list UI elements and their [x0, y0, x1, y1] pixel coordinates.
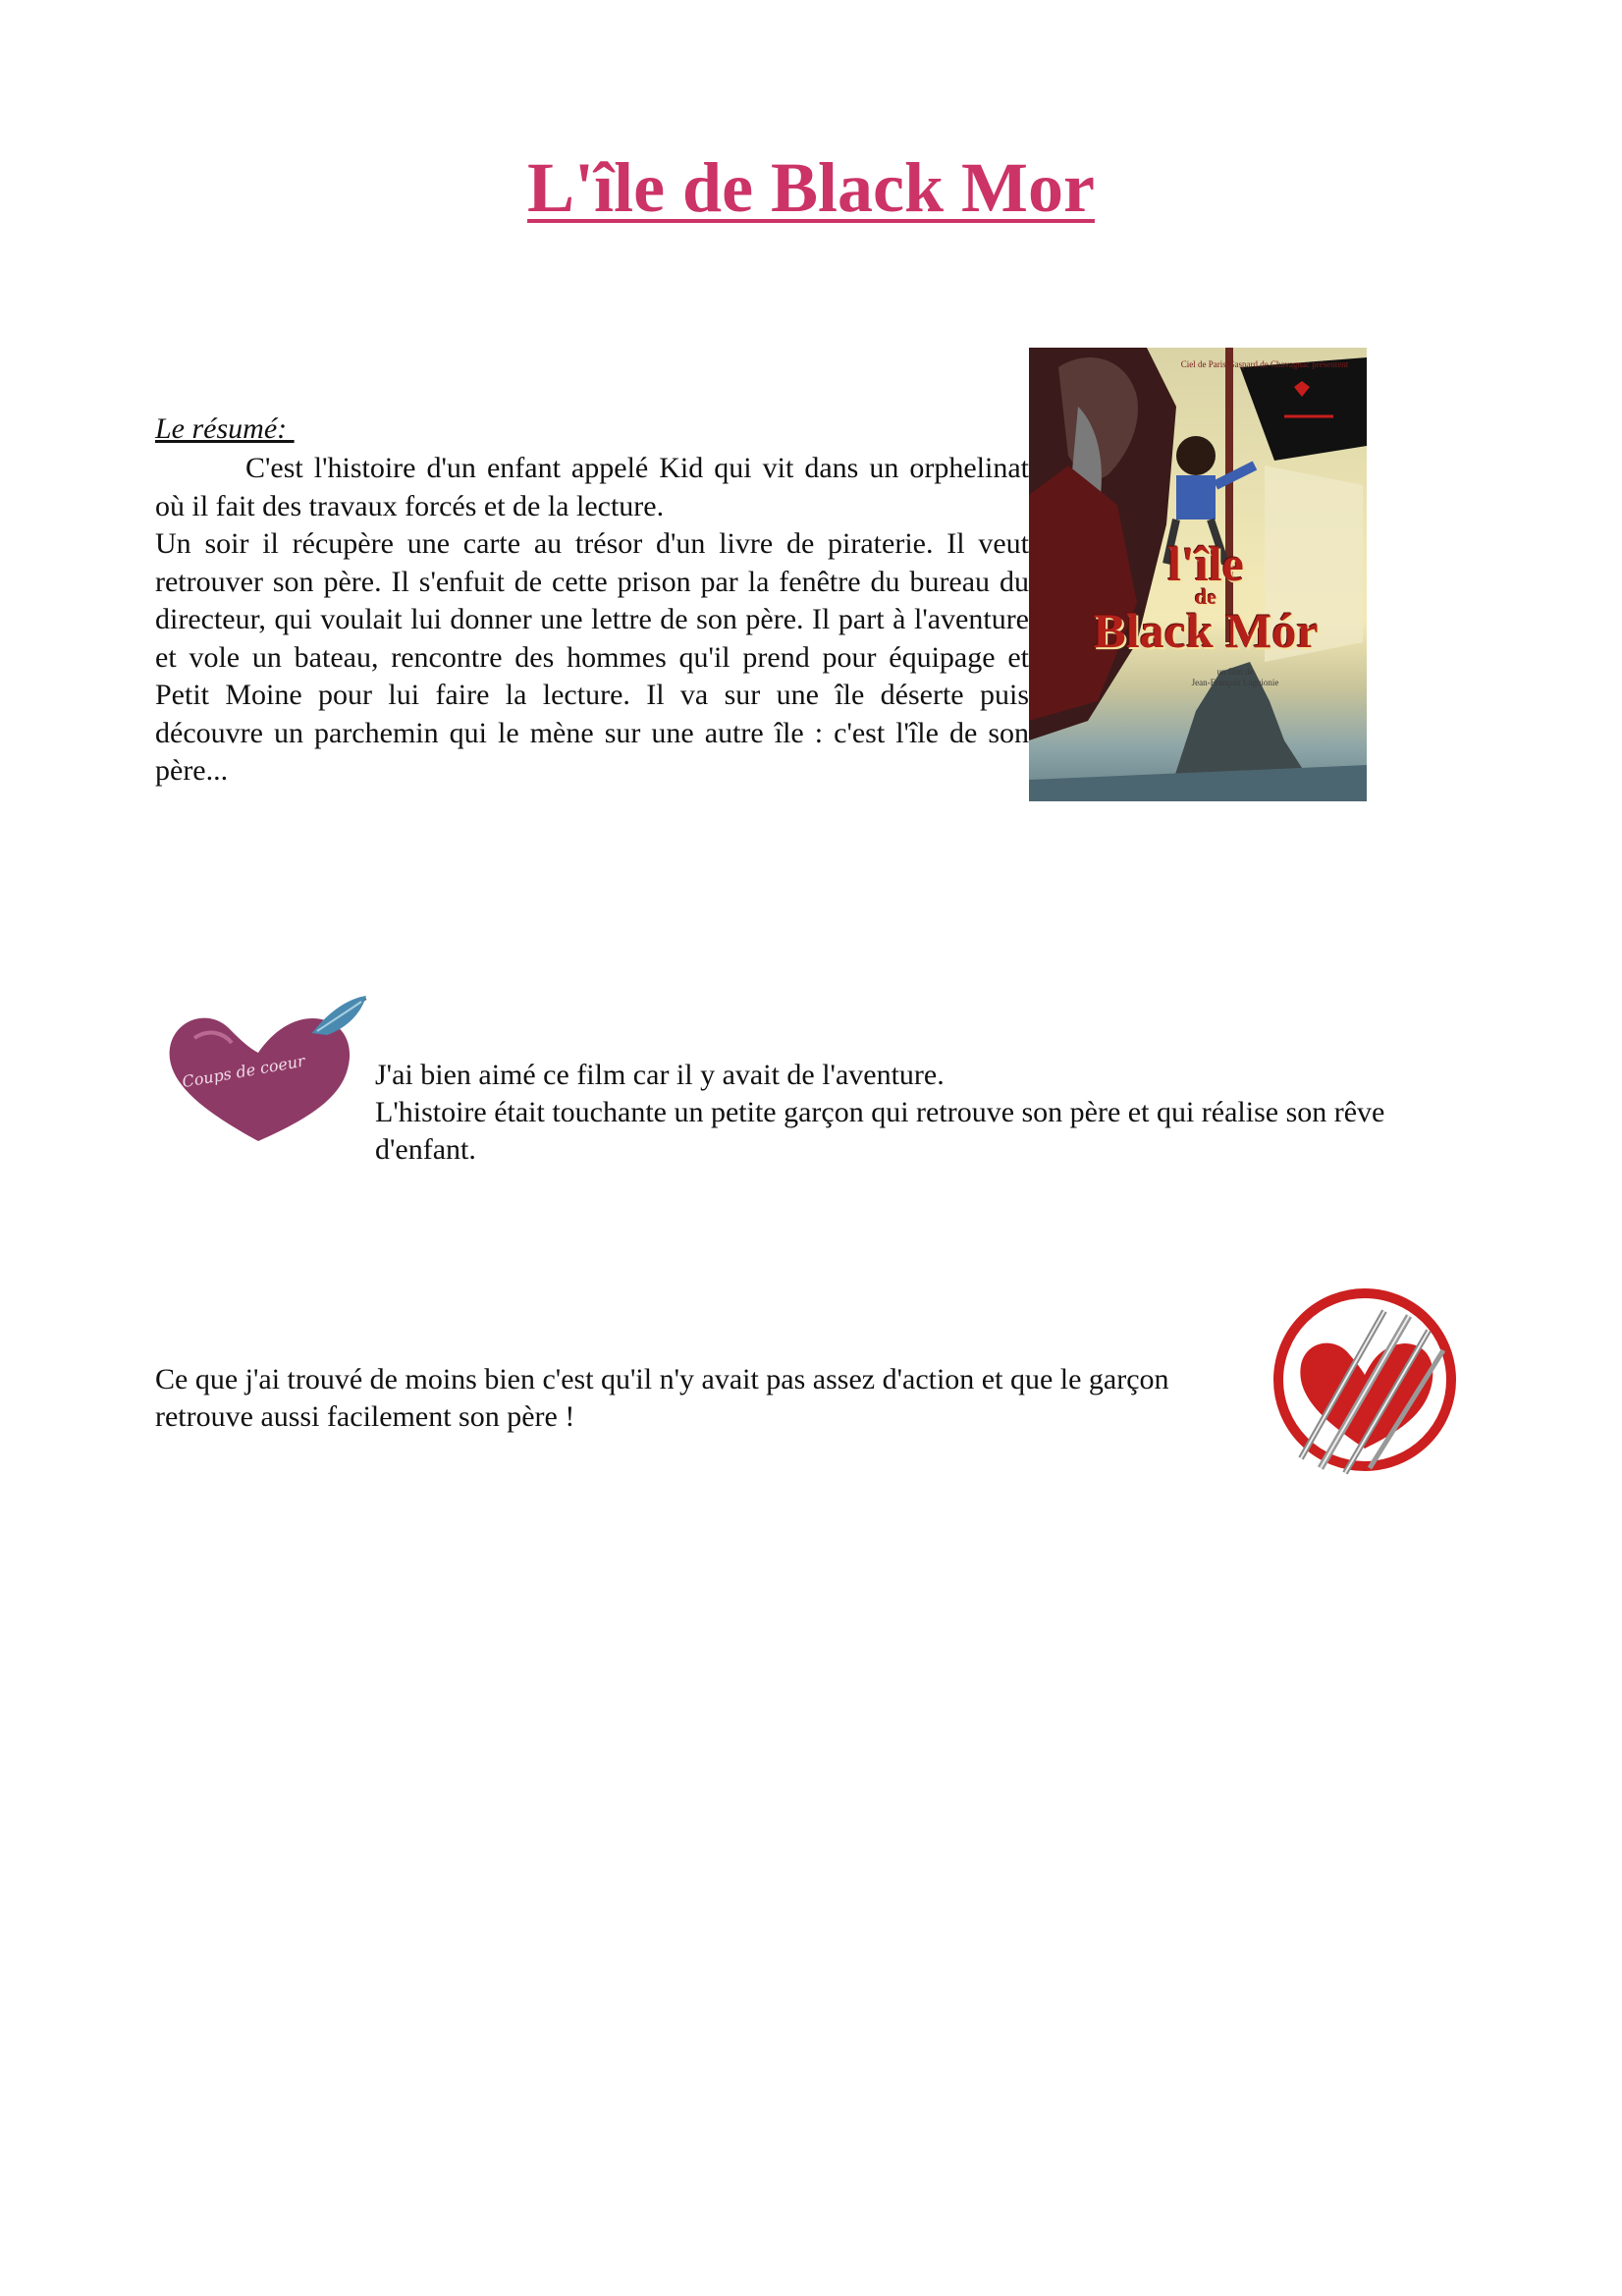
heart-logo-text: Coups de coeur — [181, 1051, 306, 1092]
poster-top-text: Ciel de Paris Gaspard de Chavagnac présentent — [1180, 359, 1349, 369]
claw-heart-icon — [1267, 1286, 1463, 1483]
poster-credit-line: Jean-François Laguionie — [1191, 678, 1279, 687]
positive-review-line: J'ai bien aimé ce film car il y avait de l'aventure. — [375, 1059, 945, 1091]
positive-review — [375, 1057, 1465, 1169]
poster-title — [1078, 536, 1333, 658]
page-title: L'île de Black Mor — [527, 148, 1095, 227]
poster-credit-line: un film de — [1216, 667, 1254, 677]
poster-title-line: de — [1195, 584, 1216, 609]
negative-review: Ce que j'ai trouvé de moins bien c'est qu'il n'y avait pas assez d'action et que le garçon retrouve aussi facilement son père ! — [155, 1363, 1169, 1433]
summary-text — [155, 450, 1029, 791]
poster-title-line: Black Mór — [1093, 603, 1319, 658]
poster-title-line: l'île — [1167, 536, 1244, 591]
movie-poster — [1029, 348, 1367, 801]
summary-paragraph: Un soir il récupère une carte au trésor d'un livre de piraterie. Il veut retrouver son père. Il s'enfuit de cette prison par la fenêtre du bureau du directeur, qui voulait lui donner une lettre de son père. Il part à l'aventure et vole un bateau, rencontre des hommes qu'il prend pour équipage et Petit Moine pour lui faire la lecture. Il va sur une île déserte puis découvre un parchemin qui le mène sur une autre île : c'est l'île de son père... — [155, 527, 1029, 787]
coup-de-coeur-heart-icon — [165, 994, 371, 1151]
summary-paragraph: C'est l'histoire d'un enfant appelé Kid qui vit dans un orphelinat où il fait des travaux forcés et de la lecture. — [155, 452, 1029, 522]
summary-heading: Le résumé: — [155, 412, 295, 445]
poster-credit — [1176, 667, 1294, 688]
positive-review-line: L'histoire était touchante un petite garçon qui retrouve son père et qui réalise son rêve d'enfant. — [375, 1096, 1385, 1166]
